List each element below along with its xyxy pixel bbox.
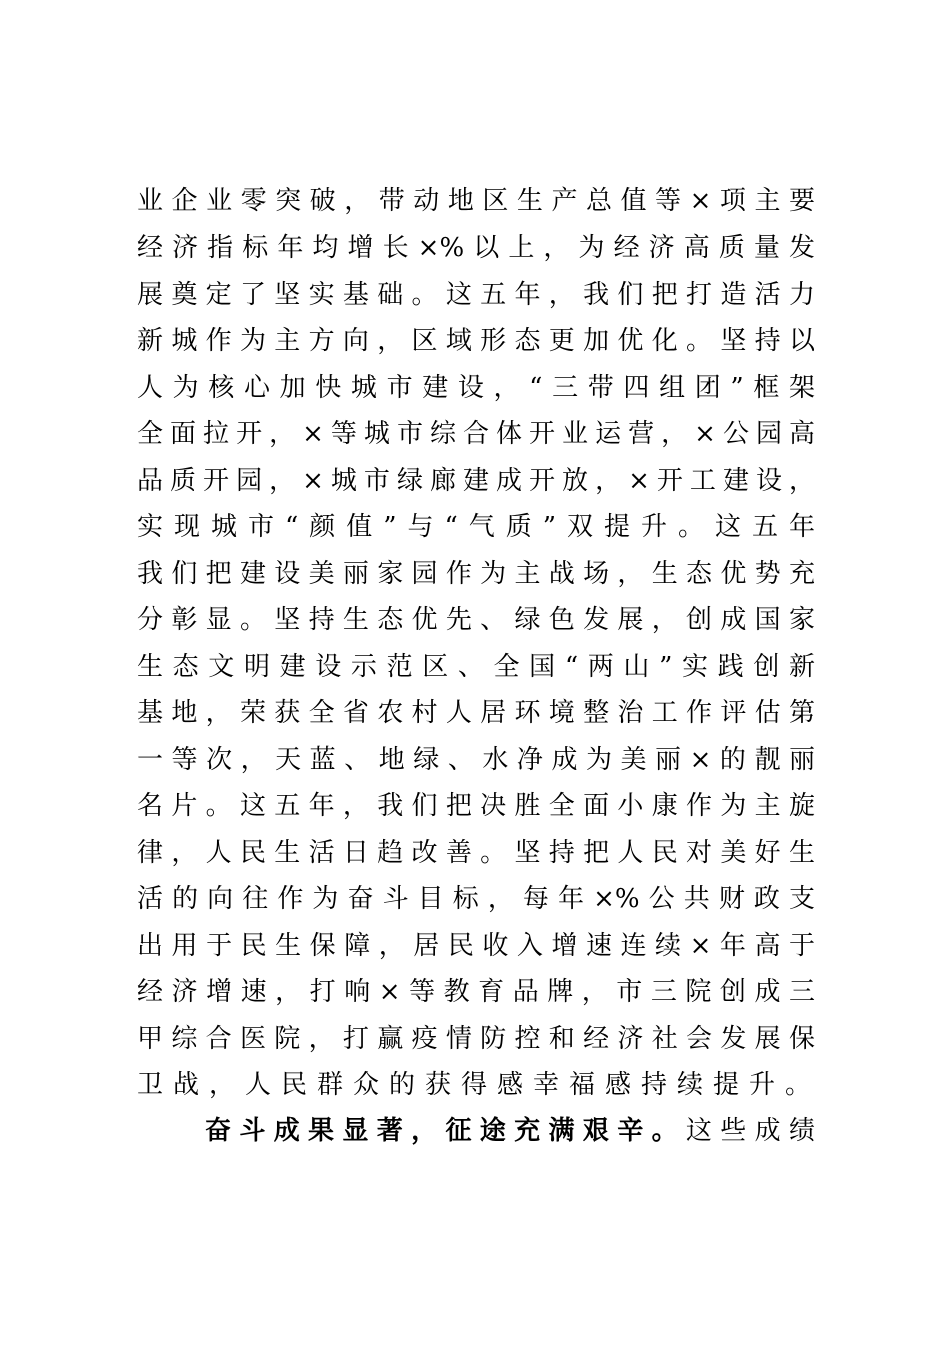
body-text-line: 实现城市“颜值”与“气质”双提升。这五年: [137, 512, 815, 542]
body-text-line: 出用于民生保障，居民收入增速连续×年高于: [137, 931, 815, 961]
body-text-line: 卫战，人民群众的获得感幸福感持续提升。: [137, 1070, 822, 1100]
body-text-line: 品质开园，×城市绿廊建成开放，×开工建设，: [137, 466, 815, 496]
body-text-line: 生态文明建设示范区、全国“两山”实践创新: [137, 652, 815, 682]
body-text-line: 一等次，天蓝、地绿、水净成为美丽×的靓丽: [137, 745, 815, 775]
body-text-line: 活的向往作为奋斗目标，每年×%公共财政支: [137, 884, 815, 914]
paragraph-first-line: [205, 1108, 815, 1154]
body-text-line: 甲综合医院，打赢疫情防控和经济社会发展保: [137, 1024, 815, 1054]
body-text-line: 业企业零突破，带动地区生产总值等×项主要: [137, 186, 815, 216]
body-text-fragment: 这些成绩: [685, 1116, 815, 1146]
body-text-line: 人为核心加快城市建设，“三带四组团”框架: [137, 373, 815, 403]
body-text-line: 经济指标年均增长×%以上，为经济高质量发: [137, 233, 815, 263]
body-text-line: 我们把建设美丽家园作为主战场，生态优势充: [137, 559, 815, 589]
body-text-line: 分彰显。坚持生态优先、绿色发展，创成国家: [137, 605, 815, 635]
body-text-line: 全面拉开，×等城市综合体开业运营，×公园高: [137, 419, 815, 449]
body-text-line: 基地，荣获全省农村人居环境整治工作评估第: [137, 698, 815, 728]
body-text-line: 经济增速，打响×等教育品牌，市三院创成三: [137, 977, 815, 1007]
body-text-line: 名片。这五年，我们把决胜全面小康作为主旋: [137, 791, 815, 821]
body-text-line: 新城作为主方向，区域形态更加优化。坚持以: [137, 326, 815, 356]
bold-lead-sentence: 奋斗成果显著，征途充满艰辛。: [205, 1116, 686, 1146]
body-text-line: 律，人民生活日趋改善。坚持把人民对美好生: [137, 838, 815, 868]
body-text-line: 展奠定了坚实基础。这五年，我们把打造活力: [137, 280, 815, 310]
